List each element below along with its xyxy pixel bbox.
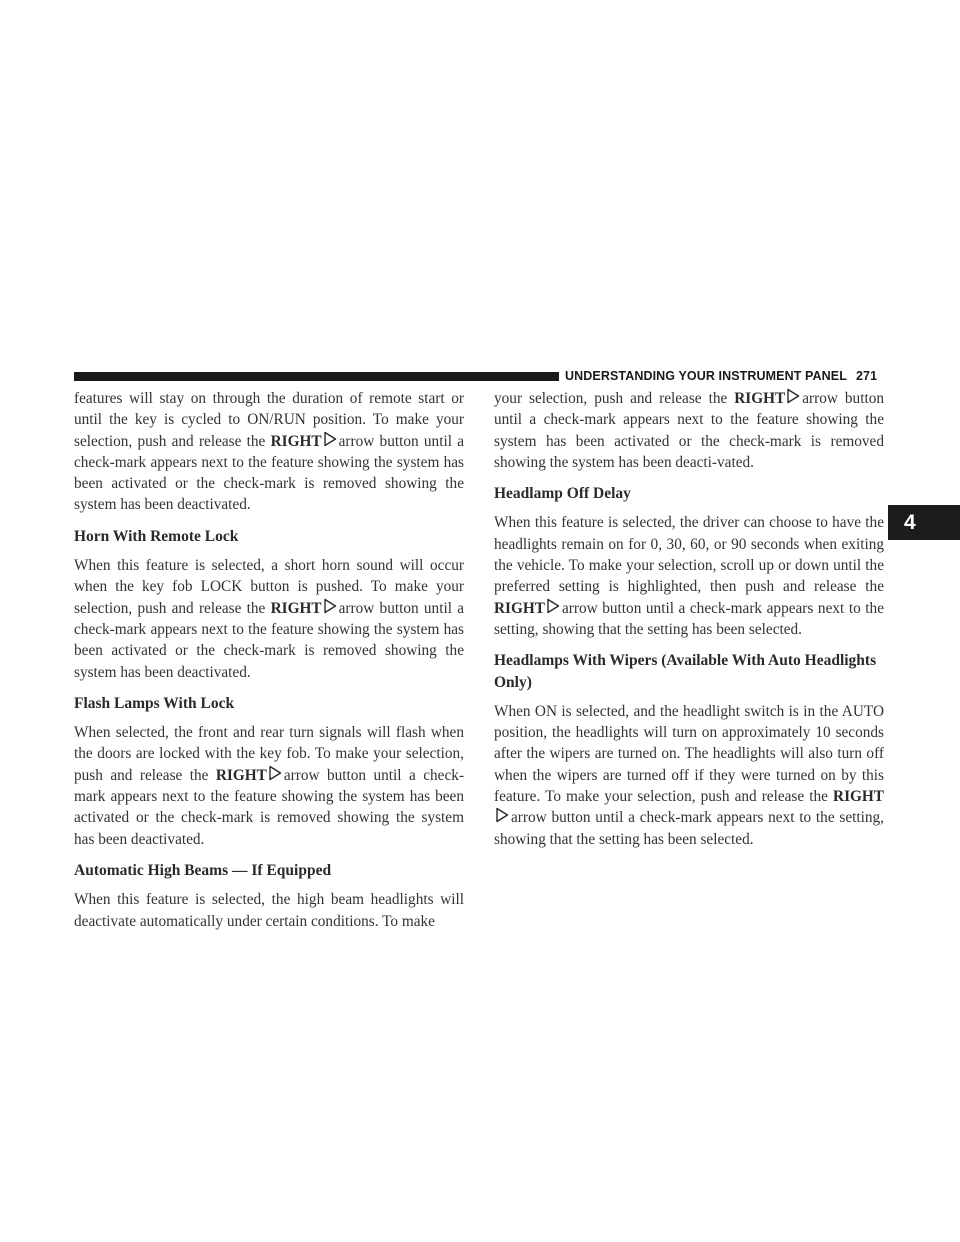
paragraph <box>74 388 464 516</box>
right-arrow-icon <box>786 388 800 404</box>
running-header <box>565 368 877 384</box>
paragraph-text: arrow button until a check-mark appears next to the feature showing the system has been activated or the check-mark is removed showing the system has been deactivated. <box>74 599 465 681</box>
paragraph: When this feature is selected, the high beam headlights will deactivate automatically under certain conditions. To make <box>74 891 464 930</box>
keyword-right: RIGHT <box>270 432 322 450</box>
header-title: UNDERSTANDING YOUR INSTRUMENT PANEL <box>565 369 847 383</box>
paragraph <box>74 555 464 683</box>
paragraph-text: arrow button until a check-mark appears next to the feature showing the system has been activated or the check-mark is removed showing the system has been deacti-vated. <box>494 390 884 471</box>
right-column <box>494 388 884 860</box>
paragraph-text: features will stay on through the duration of remote start or until the key is cycled to ON/RUN position. To make your selection, push and release the <box>74 390 464 450</box>
paragraph-text: When this feature is selected, the driver can choose to have the headlights remain on for 0, 30, 60, or 90 seconds when exiting the vehicle. To make your selection, scroll up or down until the preferred setting is highlighted, then push and release the <box>494 514 884 596</box>
paragraph <box>74 722 464 850</box>
section-heading: Headlamps With Wipers (Available With Auto Headlights Only) <box>494 652 877 691</box>
section-heading: Automatic High Beams — If Equipped <box>74 861 332 879</box>
keyword-right: RIGHT <box>494 599 545 617</box>
paragraph <box>494 701 884 850</box>
right-arrow-icon <box>495 807 509 823</box>
paragraph <box>494 512 884 640</box>
section-heading: Headlamp Off Delay <box>494 485 631 503</box>
keyword-right: RIGHT <box>215 766 267 784</box>
right-arrow-icon <box>323 431 337 447</box>
left-column <box>74 388 464 942</box>
right-arrow-icon <box>323 598 337 614</box>
paragraph-text: arrow button until a check-mark appears next to the setting, showing that the setting has been selected. <box>494 599 884 638</box>
right-arrow-icon <box>268 765 282 781</box>
section-heading: Flash Lamps With Lock <box>74 694 235 712</box>
paragraph-text: your selection, push and release the <box>494 390 728 407</box>
paragraph-text: arrow button until a check-mark appears next to the setting, showing that the setting has been selected. <box>494 809 884 848</box>
paragraph-text: When selected, the front and rear turn signals will flash when the doors are locked with the key fob. To make your selection, push and release the <box>74 724 464 784</box>
header-rule <box>74 372 559 381</box>
chapter-tab: 4 <box>888 505 960 540</box>
paragraph-text: arrow button until a check-mark appears next to the feature showing the system has been activated or the check-mark is removed showing the system has been deactivated. <box>74 432 465 514</box>
keyword-right: RIGHT <box>270 599 322 617</box>
section-heading: Horn With Remote Lock <box>74 527 239 545</box>
right-arrow-icon <box>546 598 560 614</box>
paragraph-text: When this feature is selected, a short horn sound will occur when the key fob LOCK button is pushed. To make your selection, push and release the <box>74 557 464 617</box>
paragraph <box>494 388 884 473</box>
page-number: 271 <box>855 369 878 383</box>
keyword-right: RIGHT <box>734 390 786 407</box>
paragraph-text: arrow button until a check-mark appears next to the feature showing the system has been activated or the check-mark is removed showing the system has been deactivated. <box>74 766 464 848</box>
paragraph-text: When ON is selected, and the headlight switch is in the AUTO position, the headlights will turn on approximately 10 seconds after the wipers are turned on. The headlights will also turn off when the wipers are turned off if they were turned on by this feature. To make your selection, push and release the <box>494 702 884 806</box>
keyword-right: RIGHT <box>833 788 885 806</box>
